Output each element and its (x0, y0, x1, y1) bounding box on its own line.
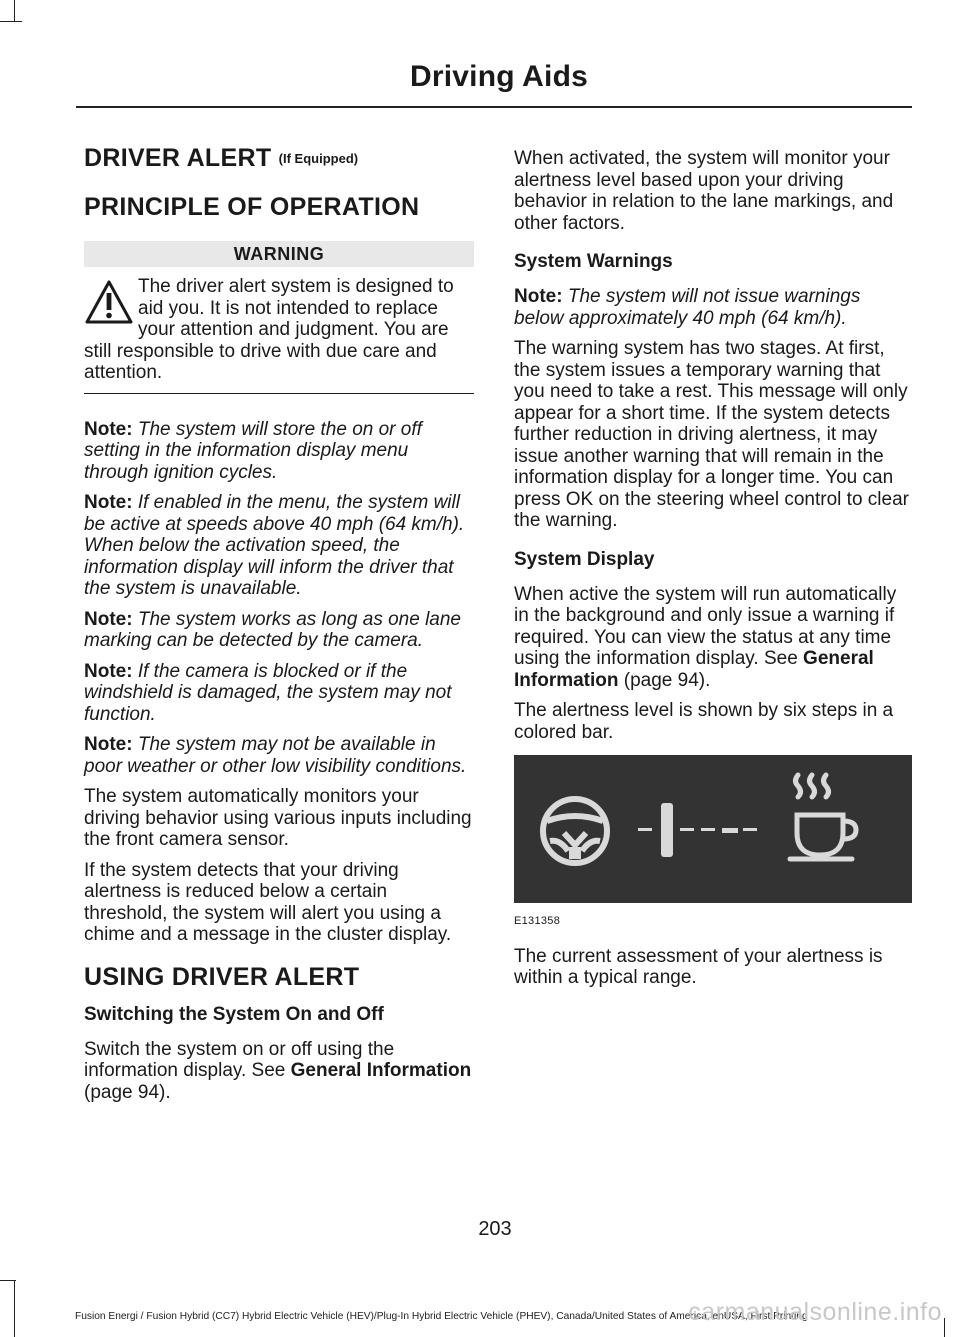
body-paragraph: When activated, the system will monitor your alertness level based upon your driving behavior in relation to the lane markings, and other factors. (514, 148, 894, 234)
subsection-title-system-display: System Display (514, 548, 655, 570)
left-column (84, 143, 474, 1112)
note: Note: The system may not be available in poor weather or other low visibility conditions. (84, 734, 467, 777)
alertness-display-graphic (514, 755, 912, 903)
warning-text: The driver alert system is designed to aid you. It is not intended to replace your attention and judgment. You are still responsible to drive with due care and attention. (84, 276, 454, 383)
note: Note: The system will not issue warnings below approximately 40 mph (64 km/h). (514, 286, 861, 329)
right-column (514, 148, 912, 998)
body-paragraph: The system automatically monitors your driving behavior using various inputs including the front camera sensor. (84, 786, 472, 850)
cross-reference-link[interactable]: General Information (514, 648, 874, 691)
warning-triangle-icon (84, 278, 134, 328)
coffee-cup-icon (790, 775, 856, 859)
crop-mark (14, 1280, 15, 1337)
note: Note: If the camera is blocked or if the windshield is damaged, the system may not function. (84, 660, 452, 725)
alertness-step (722, 828, 738, 833)
crop-mark (944, 1318, 945, 1337)
body-paragraph: If the system detects that your driving alertness is reduced below a certain threshold, the system will alert you using a chime and a message in the cluster display. (84, 859, 452, 945)
footer-text: Fusion Energi / Fusion Hybrid (CC7) Hybrid Electric Vehicle (HEV)/Plug-In Hybrid Electric Vehicle (PHEV), Canada/United States of America, enUSA, First Printing (75, 1311, 808, 1322)
warning-header: WARNING (84, 241, 474, 267)
alertness-bar (638, 803, 757, 857)
note: Note: The system works as long as one lane marking can be detected by the camera. (84, 608, 462, 651)
body-paragraph: Switch the system on or off using the information display. See General Information (page 94). (84, 1038, 472, 1103)
alertness-step (680, 828, 694, 831)
figure-label: E131358 (514, 915, 561, 927)
page-header (76, 60, 912, 108)
subsection-title-system-warnings: System Warnings (514, 251, 673, 272)
subsection-title-on-off: Switching the System On and Off (84, 1003, 384, 1025)
crop-mark (0, 21, 22, 22)
section-title-using-driver-alert: USING DRIVER ALERT (84, 962, 360, 991)
page-title: Driving Aids (410, 60, 588, 93)
alertness-step (661, 803, 673, 857)
crop-mark (0, 1280, 16, 1281)
body-paragraph: The alertness level is shown by six steps in a colored bar. (514, 700, 894, 743)
body-paragraph: When active the system will run automatically in the background and only issue a warning if required. You can view the status at any time using the information display. See General Information (page 94). (514, 583, 897, 691)
crop-mark (14, 0, 15, 22)
steering-wheel-icon (543, 799, 607, 863)
alertness-step (638, 828, 652, 831)
cross-reference-link[interactable]: General Information (290, 1060, 472, 1081)
body-paragraph: The current assessment of your alertness is within a typical range. (514, 945, 883, 988)
section-title-driver-alert: DRIVER ALERT (If Equipped) (84, 144, 359, 172)
body-paragraph: The warning system has two stages. At first, the system issues a temporary warning that you need to take a rest. This message will only appear for a short time. If the system detects further reduction in driving alertness, it may issue another warning that will remain in the information display for a longer time. You can press OK on the steering wheel control to clear the warning. (514, 338, 909, 531)
warning-box (84, 276, 474, 394)
section-title-principle: PRINCIPLE OF OPERATION (84, 193, 420, 221)
note: Note: If enabled in the menu, the system will be active at speeds above 40 mph (64 km/h). When below the activation speed, the information display will inform the driver that the system is unavailable. (84, 492, 465, 599)
alertness-step (701, 828, 715, 831)
alertness-step (743, 828, 757, 831)
alertness-display-figure (514, 755, 912, 903)
note: Note: The system will store the on or off setting in the information display menu through ignition cycles. (84, 418, 422, 483)
if-equipped-qualifier: (If Equipped) (278, 151, 359, 166)
page-number: 203 (478, 1218, 512, 1240)
watermark-text: carmanualsonline.info (688, 1298, 942, 1326)
